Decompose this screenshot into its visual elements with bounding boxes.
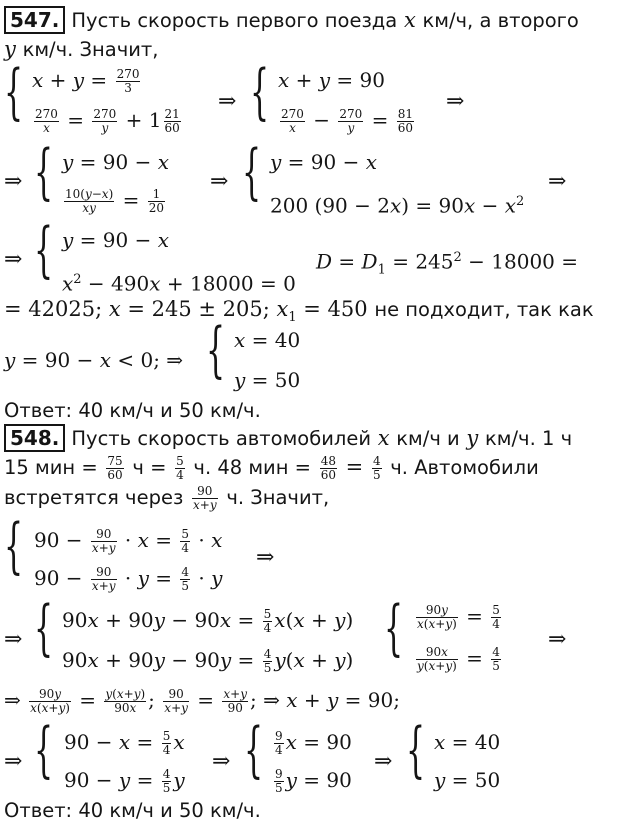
implies-arrow: ⇒: [548, 169, 567, 194]
equation: 90 − $\frac{90}{x+y}$ · y = $\frac{4}{5}$ · y: [34, 565, 223, 593]
equation: y = 50: [234, 368, 301, 392]
equation: 90x + 90y − 90x = $\frac{5}{4}$ x(x + y): [62, 607, 354, 635]
p548-line-3: встретятся через $\frac{90}{x+y}$ ч. Значит,: [4, 484, 330, 512]
implies-arrow: ⇒: [256, 545, 275, 570]
implies-arrow: ⇒: [374, 749, 393, 774]
discriminant: $D = D_1 = 245^2 - 18000$ =: [316, 249, 579, 278]
equation: 90 − x = $\frac{5}{4}$ x: [64, 729, 185, 757]
brace: {: [34, 716, 54, 786]
equation: y = 90 − x: [270, 150, 377, 174]
brace: {: [34, 594, 54, 664]
equation: x = 40: [434, 730, 501, 754]
brace: {: [250, 58, 270, 128]
equation: $\frac{270}{x}$ − $\frac{270}{y}$ = $\frac{81}{60}$: [281, 107, 414, 135]
equation: y = 50: [434, 768, 501, 792]
brace: {: [4, 58, 24, 128]
equation: x + y = $\frac{270}{3}$: [32, 67, 140, 95]
implies-arrow: ⇒: [446, 89, 465, 114]
equation: 90 − $\frac{90}{x+y}$ · x = $\frac{5}{4}$ · x: [34, 527, 223, 555]
equation: $\frac{9}{5}$ y = 90: [275, 767, 352, 795]
equation: $\frac{90x}{y(x+y)}$ = $\frac{4}{5}$: [417, 645, 500, 673]
p547-line-1: 547. Пусть скорость первого поезда x км/ч, а второго: [4, 6, 579, 34]
implies-arrow: ⇒: [4, 169, 23, 194]
implies-arrow: ⇒: [4, 627, 23, 652]
brace: {: [406, 716, 426, 786]
implies-arrow: ⇒: [4, 247, 23, 272]
problem-number-547: 547.: [4, 6, 65, 34]
brace: {: [242, 138, 262, 208]
implies-arrow: ⇒: [212, 749, 231, 774]
brace: {: [34, 138, 54, 208]
equation: $\frac{10(y-x)}{xy}$ = $\frac{1}{20}$: [65, 187, 165, 215]
equation: $\frac{90y}{x(x+y)}$ = $\frac{5}{4}$: [417, 603, 500, 631]
equation: 200 $(90 - 2x) = 90x - x^2$: [270, 193, 525, 218]
equation: $\frac{9}{4}$ x = 90: [275, 729, 352, 757]
p548-answer: Ответ: 40 км/ч и 50 км/ч.: [4, 799, 261, 822]
p547-roots: = 42025; x = 245 ± 205; $x_1 = 450$ не подходит, так как: [4, 297, 594, 326]
brace: {: [244, 716, 264, 786]
implies-arrow: ⇒: [4, 749, 23, 774]
p548-line-1: 548. Пусть скорость автомобилей x км/ч и y км/ч. 1 ч: [4, 424, 572, 452]
equation: 90x + 90y − 90y = $\frac{4}{5}$ y(x + y): [62, 647, 354, 675]
implies-arrow: ⇒: [210, 169, 229, 194]
equation: $\frac{270}{x}$ = $\frac{270}{y}$ + 1 $\frac{21}{60}$: [35, 107, 180, 135]
implies-arrow: ⇒: [218, 89, 237, 114]
problem-number-548: 548.: [4, 424, 65, 452]
equation: ⇒ $\frac{90y}{x(x+y)}$ = $\frac{y(x+y)}{90x}$ ; $\frac{90}{x+y}$ = $\frac{x+y}{90}$ ; ⇒ x + y = 90;: [4, 687, 400, 715]
brace: {: [34, 216, 54, 286]
p547-line-2: y км/ч. Значит,: [4, 37, 159, 61]
brace: {: [384, 594, 404, 664]
p547-answer: Ответ: 40 км/ч и 50 км/ч.: [4, 399, 261, 422]
equation: y = 90 − x < 0; ⇒: [4, 348, 184, 372]
implies-arrow: ⇒: [548, 627, 567, 652]
equation: x + y = 90: [278, 68, 385, 92]
brace: {: [206, 316, 226, 386]
equation: 90 − y = $\frac{4}{5}$ y: [64, 767, 185, 795]
brace: {: [4, 512, 24, 582]
equation: x = 40: [234, 328, 301, 352]
equation: y = 90 − x: [62, 228, 169, 252]
p548-line-2: 15 мин = $\frac{75}{60}$ ч = $\frac{5}{4}$ ч. 48 мин = $\frac{48}{60}$ = $\frac{4}{5}$ ч. Автомобили: [4, 454, 539, 482]
equation: $x^2 - 490x + 18000 = 0$: [62, 271, 296, 296]
equation: y = 90 − x: [62, 150, 169, 174]
